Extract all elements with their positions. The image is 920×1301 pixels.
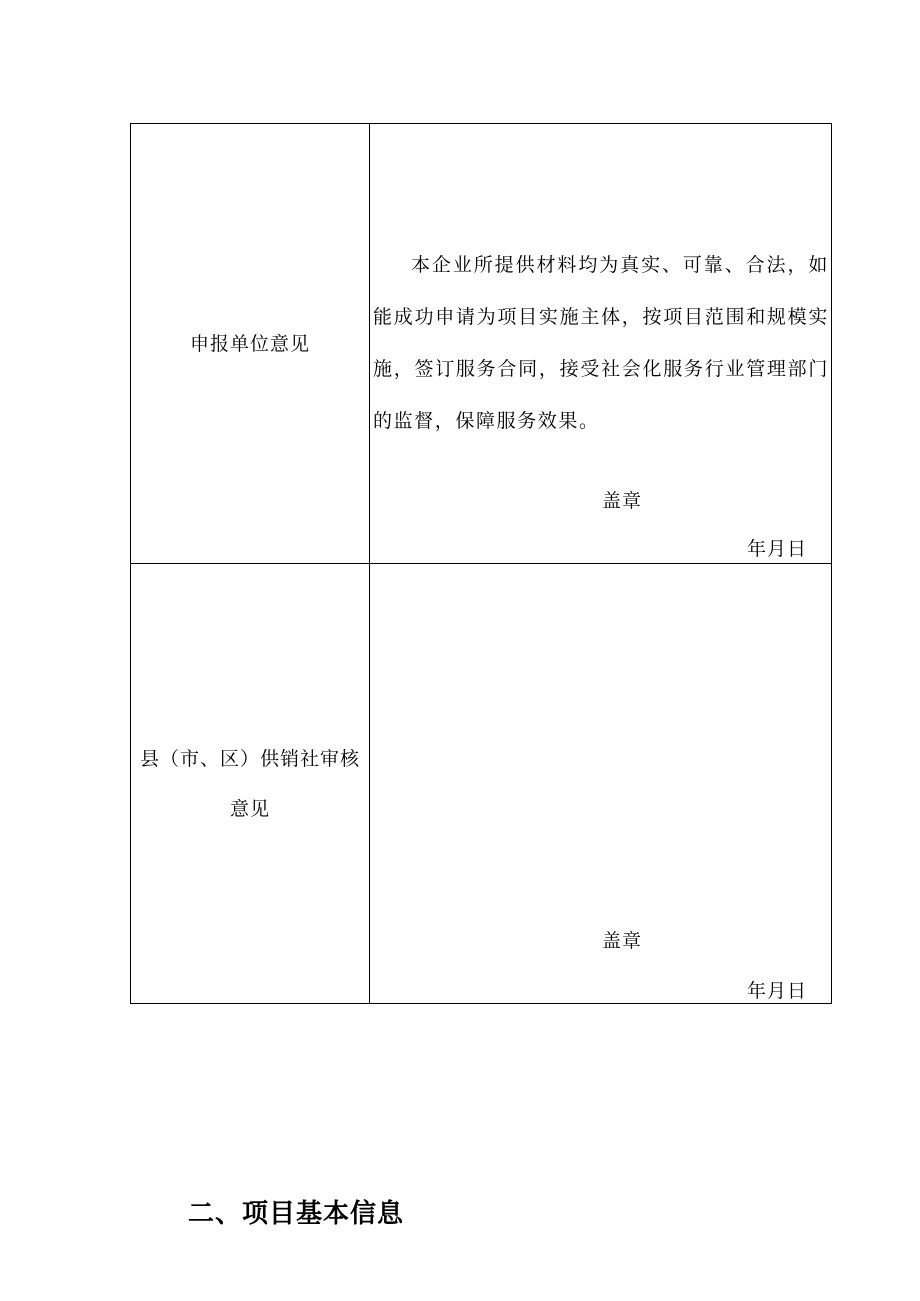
applicant-seal-label: 盖章 bbox=[602, 490, 643, 512]
applicant-date-label: 年月日 bbox=[746, 538, 807, 560]
applicant-opinion-label: 申报单位意见 bbox=[189, 332, 310, 355]
coop-review-content-cell bbox=[370, 564, 832, 1004]
applicant-declaration-text: 本企业所提供材料均为真实、可靠、合法，如能成功申请为项目实施主体，按项目范围和规模实施，签订服务合同，接受社会化服务行业管理部门的监督，保障服务效果。 bbox=[373, 254, 829, 432]
coop-review-seal-label: 盖章 bbox=[602, 930, 643, 952]
table-row-applicant-opinion bbox=[131, 124, 832, 564]
applicant-opinion-label-cell bbox=[131, 124, 370, 564]
coop-review-date-label: 年月日 bbox=[746, 980, 807, 1002]
section-title: 二、项目基本信息 bbox=[188, 1199, 405, 1229]
coop-review-label: 县（市、区）供销社审核意见 bbox=[139, 747, 360, 820]
applicant-opinion-content-cell bbox=[370, 124, 832, 564]
coop-review-label-cell bbox=[131, 564, 370, 1004]
opinion-table bbox=[130, 123, 832, 1004]
table-row-coop-review-opinion bbox=[131, 564, 832, 1004]
